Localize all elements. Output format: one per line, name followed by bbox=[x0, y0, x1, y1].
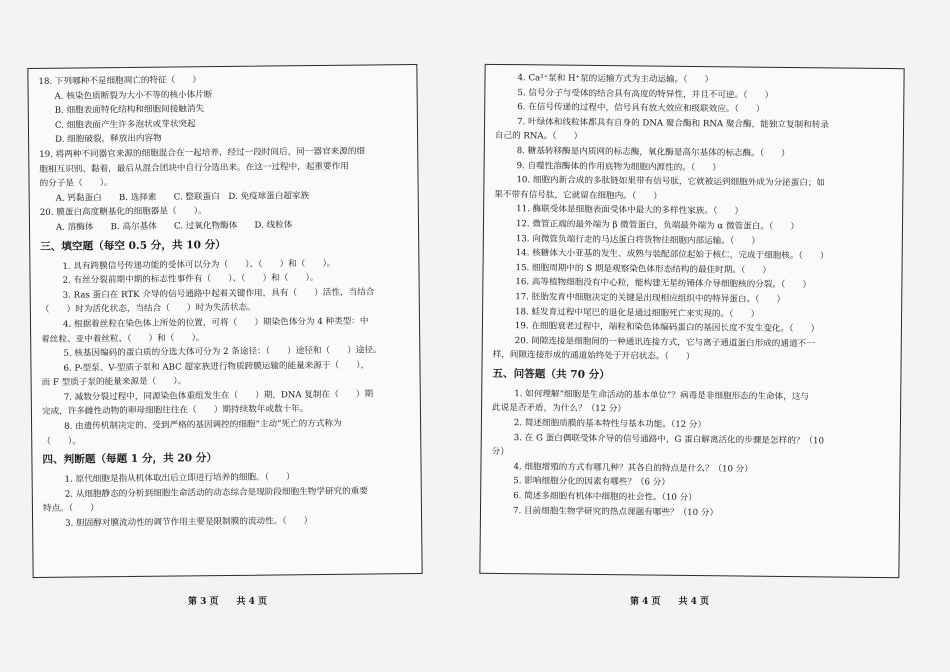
q19-line-3: 的分子是（ ）。 bbox=[39, 178, 113, 190]
judge-q1: 1. 原代细胞是指从机体取出后立即进行培养的细胞。（ ） bbox=[64, 472, 295, 485]
judge-q20-line-1: 20. 间隙连接是细胞间的一种通讯连接方式，它与离子通道蛋白形成的通道不一 bbox=[514, 335, 815, 349]
judge-q20-line-2: 样，间隙连接形成的通道始终处于开启状态。（ ） bbox=[492, 350, 695, 363]
judge-q15: 15. 细胞周期中的 S 期是观察染色体形态结构的最佳时期。（ ） bbox=[515, 262, 772, 276]
judge-q19: 19. 在细胞衰老过程中，端粒和染色体编码蛋白的基因长度不发生变化。（ ） bbox=[514, 321, 820, 335]
judge-q10-line-2: 果不带有信号肽，它就留在细胞内。（ ） bbox=[494, 189, 662, 202]
section-5-title: 五、问答题（共 70 分） bbox=[492, 367, 610, 382]
q18-option-b: B. 细胞表面特化结构和细胞间接触消失 bbox=[54, 104, 205, 116]
fill-q4-line-2: 着丝粒、亚中着丝粒、（ ）和（ ）。 bbox=[41, 332, 205, 345]
fill-q8-line-1: 8. 由遗传机制决定的、受到严格的基因调控的细胞“主动”死亡的方式称为 bbox=[64, 418, 342, 432]
essay-q1-line-1: 1. 如何理解“细胞是生命活动的基本单位”？病毒是非细胞形态的生命体，这与 bbox=[514, 389, 809, 403]
judge-q5: 5. 信号分子与受体的结合具有高度的特异性，并且不可逆。（ ） bbox=[517, 87, 774, 101]
essay-q2: 2. 简述细胞质膜的基本特性与基本功能。（12 分） bbox=[513, 418, 707, 431]
fill-q4-line-1: 4. 根据着丝粒在染色体上所处的位置，可将（ ）期染色体分为 4 种类型：中 bbox=[62, 316, 369, 330]
fill-q2: 2. 有丝分裂前期中期的标志性事件有（ ）、（ ）和（ ）。 bbox=[62, 273, 319, 286]
judge-q9: 9. 自噬性溶酶体的作用底物为细胞内源性的。（ ） bbox=[516, 160, 721, 173]
judge-q12: 12. 微管正端的最外端为 β 微管蛋白，负端最外端为 α 微管蛋白。（ ） bbox=[515, 219, 800, 233]
exam-page-3 bbox=[27, 64, 422, 578]
judge-q11: 11. 酶联受体是细胞表面受体中最大的多样性家族。（ ） bbox=[516, 204, 744, 217]
fill-q6-line-1: 6. P-型泵、V-型质子泵和 ABC 超家族进行物质跨膜运输的能量来源于（ ）， bbox=[63, 360, 370, 374]
q20-stem: 20. 膜蛋白高度糖基化的细胞器是（ ）。 bbox=[39, 206, 207, 219]
essay-q4: 4. 细胞增殖的方式有哪几种？其各自的特点是什么？（10 分） bbox=[513, 461, 753, 475]
q18-option-c: C. 细胞表面产生许多泡状或芽状突起 bbox=[54, 119, 196, 131]
judge-q14: 14. 核糖体大小亚基的发生、成熟与装配部位起始于核仁，完成于细胞核。（ ） bbox=[515, 248, 829, 262]
judge-q16: 16. 高等植物细胞没有中心粒，能构建无星纺锤体介导细胞核的分裂。（ ） bbox=[515, 277, 812, 291]
judge-q7-line-1: 7. 叶绿体和线粒体都具有自身的 DNA 聚合酶和 RNA 聚合酶，能独立复制和转录 bbox=[517, 116, 830, 131]
q18-option-a: A. 核染色质断裂为大小不等的核小体片断 bbox=[54, 89, 213, 102]
judge-q13: 13. 向微管负端行走的马达蛋白将货物往细胞内部运输。（ ） bbox=[515, 233, 761, 247]
judge-q18: 18. 蛙发育过程中尾巴的退化是通过细胞死亡来实现的。（ ） bbox=[515, 306, 760, 320]
fill-q3-line-1: 3. Ras 蛋白在 RTK 介导的信号通路中起着关键作用，具有（ ）活性，当结合 bbox=[62, 287, 375, 301]
judge-q4: 4. Ca²⁺泵和 H⁺泵的运输方式为主动运输。（ ） bbox=[517, 73, 714, 86]
exam-page-4 bbox=[479, 64, 904, 578]
judge-q3: 3. 胆固醇对膜流动性的调节作用主要是限制膜的流动性。（ ） bbox=[65, 516, 313, 529]
fill-q7-line-1: 7. 减数分裂过程中，同源染色体重组发生在（ ）期，DNA 复制在（ ）期 bbox=[63, 389, 374, 403]
page-3-footer: 第 3 页 共 4 页 bbox=[188, 597, 268, 607]
fill-q3-line-2: （ ）时为活化状态，当结合（ ）时为失活状态。 bbox=[40, 302, 256, 316]
essay-q6: 6. 简述多细胞有机体中细胞的社会性。（10 分） bbox=[513, 491, 697, 504]
section-3-title: 三、填空题（每空 0.5 分，共 10 分） bbox=[40, 238, 226, 253]
fill-q1: 1. 具有跨膜信号传递功能的受体可以分为（ ）、（ ）和（ ）。 bbox=[62, 258, 336, 272]
essay-q3-line-2: 分） bbox=[491, 447, 509, 458]
fill-q5: 5. 核基因编码的蛋白质的分选大体可分为 2 条途径：（ ）途径和（ ）途径。 bbox=[63, 345, 382, 359]
judge-q7-line-2: 自己的 RNA。（ ） bbox=[494, 131, 583, 143]
essay-q7: 7. 目前细胞生物学研究的热点课题有哪些？（10 分） bbox=[512, 505, 719, 518]
q19-line-2: 胞相互识别、黏着，最后从混合团块中自行分选出来。在这一过程中，起重要作用 bbox=[39, 161, 349, 175]
essay-q5: 5. 影响细胞分化的因素有哪些？（6 分） bbox=[513, 476, 670, 489]
page-4-footer: 第 4 页 共 4 页 bbox=[630, 597, 710, 607]
fill-q6-line-2: 而 F 型质子泵的能量来源是（ ）。 bbox=[41, 376, 187, 389]
fill-q8-line-2: （ ）。 bbox=[42, 436, 81, 447]
fill-q7-line-2: 完成，许多雌性动物的卵母细胞往往在（ ）期持续数年或数十年。 bbox=[41, 404, 309, 418]
judge-q6: 6. 在信号传递的过程中，信号具有放大效应和级联效应。（ ） bbox=[517, 102, 765, 115]
essay-q3-line-1: 3. 在 G 蛋白偶联受体介导的信号通路中，G 蛋白解离活化的步骤是怎样的？（10 bbox=[513, 432, 825, 447]
q20-options: A. 溶酶体 B. 高尔基体 C. 过氧化物酶体 D. 线粒体 bbox=[55, 220, 293, 233]
judge-q17: 17. 胚胎发育中细胞决定的关键是出现相应组织中的特异蛋白。（ ） bbox=[515, 292, 786, 305]
judge-q10-line-1: 10. 细胞内新合成的多肽链如果带有信号肽，它就被运到细胞外成为分泌蛋白；如 bbox=[516, 175, 826, 189]
q19-options: A. 钙黏蛋白 B. 选择素 C. 整联蛋白 D. 免疫球蛋白超家族 bbox=[55, 190, 310, 204]
section-4-title: 四、判断题（每题 1 分，共 20 分） bbox=[42, 452, 218, 467]
q18-stem: 18. 下列哪种不是细胞凋亡的特征（ ） bbox=[38, 75, 202, 87]
judge-q2-line-1: 2. 从细胞静态的分析到细胞生命活动的动态综合是现阶段细胞生物学研究的重要 bbox=[64, 486, 368, 500]
judge-q2-line-2: 特点。（ ） bbox=[42, 503, 99, 515]
q18-option-d: D. 细胞破裂，释放出内容物 bbox=[55, 134, 162, 146]
essay-q1-line-2: 此说是否矛盾，为什么？（12 分） bbox=[492, 403, 627, 415]
judge-q8: 8. 糖基转移酶是内质网的标志酶，氧化酶是高尔基体的标志酶。（ ） bbox=[516, 146, 790, 159]
q19-line-1: 19. 将两种不同器官来源的细胞混合在一起培养，经过一段时间后，同一器官来源的细 bbox=[39, 146, 366, 160]
